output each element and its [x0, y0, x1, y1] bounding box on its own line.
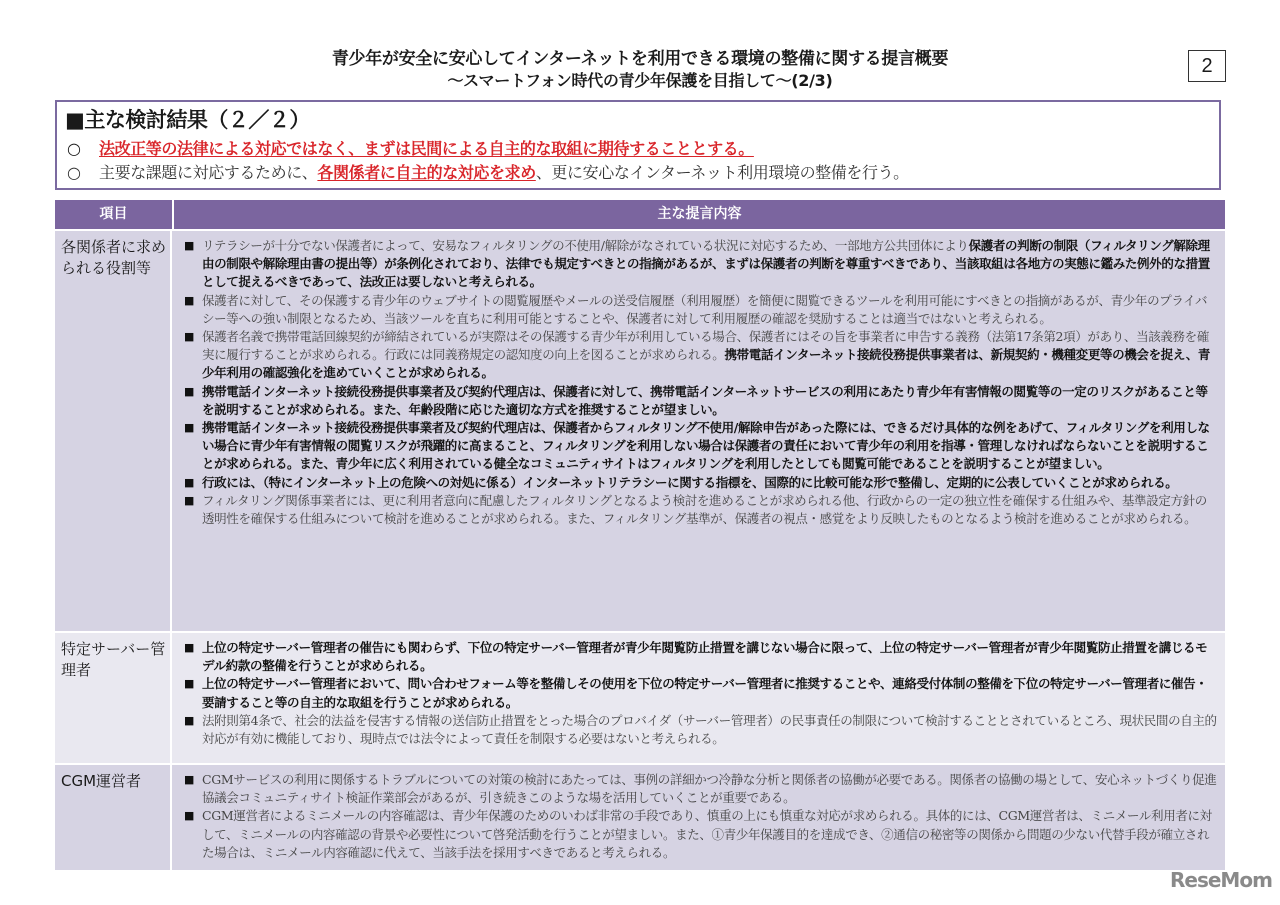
list-item: [184, 328, 1217, 383]
list-item: [184, 492, 1217, 528]
square-bullet-icon: ■: [184, 713, 195, 727]
row-content: [172, 633, 1225, 763]
bullet-text: [202, 771, 1217, 807]
summary-box: [55, 100, 1221, 190]
bullet-text: [202, 474, 1217, 492]
emphasized-text: 携帯電話インターネット接続役務提供事業者は、新規契約・機種変更等の機会を捉え、青少年利用の確認強化を進めていくことが求められる。: [202, 347, 1211, 381]
page-number: 2: [1188, 50, 1226, 82]
square-bullet-icon: ■: [184, 293, 195, 307]
list-item: [184, 712, 1217, 748]
square-bullet-icon: ■: [184, 330, 195, 344]
body-text: フィルタリング関係事業者には、更に利用者意向に配慮したフィルタリングとなるよう検討を進めることが求められる他、行政からの一定の独立性を確保する仕組みや、基準設定方針の透明性を確保する仕組みについて検討を進めることが求められる。また、フィルタリング基準が、保護者の視点・感覚をより反映したものとなるよう検討を進めることが求められる。: [202, 492, 1207, 527]
body-text: 保護者名義で携帯電話回線契約が締結されているが実際はその保護する青少年が利用している場合、保護者にはその旨を事業者に申告する義務（法第17条第2項）があり、当該義務を確実に履行することが求められる。行政には同義務規定の認知度の向上を図ることが求められる。: [202, 329, 1209, 363]
square-bullet-icon: ■: [184, 239, 195, 252]
summary-point-2-highlight: 各関係者に自主的な対応を求め: [317, 163, 536, 182]
body-text: リテラシーが十分でない保護者によって、安易なフィルタリングの不使用/解除がなされている状況に対応するため、一部地方公共団体により: [202, 238, 969, 253]
table-row: [55, 631, 1225, 763]
row-content: [172, 765, 1225, 870]
bullet-text: [202, 292, 1217, 328]
row-item-label: 各関係者に求められる役割等: [55, 231, 172, 631]
emphasized-text: 携帯電話インターネット接続役務提供事業者及び契約代理店は、保護者からフィルタリング不使用/解除申告があった際には、できるだけ具体的な例をあげて、フィルタリングを利用しない場合に青少年有害情報の閲覧リスクが飛躍的に高まること、フィルタリングを利用しない場合は保護者の責任において青少年の利用を指導・管理しなければならないことを説明することが求められる。また、青少年に広く利用されている健全なコミュニティサイトはフィルタリングを利用したとしても閲覧可能であることを説明することが望ましい。: [202, 420, 1210, 472]
summary-point-2: [67, 162, 909, 184]
square-bullet-icon: ■: [184, 493, 195, 507]
bullet-text: [202, 328, 1217, 383]
square-bullet-icon: ■: [184, 421, 195, 435]
emphasized-text: 行政には、（特にインターネット上の危険への対処に係る）インターネットリテラシーに関する指標を、国際的に比較可能な形で整備し、定期的に公表していくことが求められる。: [202, 474, 1178, 490]
emphasized-text: 保護者の判断の制限（フィルタリング解除理由の制限や解除理由書の提出等）が条例化されており、法律でも規定すべきとの指摘があるが、まずは保護者の判断を尊重すべきであり、当該取組は各地方の実態に鑑みた例外的な措置として捉えるべきであって、法改正は要しないと考えられる。: [202, 238, 1210, 290]
summary-point-2-post: 、更に安心なインターネット利用環境の整備を行う。: [535, 163, 909, 182]
table-row: [55, 763, 1225, 870]
proposals-table: [55, 200, 1225, 870]
list-item: [184, 771, 1217, 807]
body-text: CGMサービスの利用に関係するトラブルについての対策の検討にあたっては、事例の詳細かつ冷静な分析と関係者の協働が必要である。関係者の協働の場として、安心ネットづくり促進協議会コミュニティサイト検証作業部会があるが、引き続きこのような場を活用していくことが重要である。: [202, 772, 1217, 806]
bullet-text: [202, 492, 1217, 528]
list-item: [184, 419, 1217, 474]
title-subtitle: ～スマートフォン時代の青少年保護を目指して～(2/3): [447, 71, 833, 90]
bullet-text: [202, 712, 1217, 748]
emphasized-text: 携帯電話インターネット接続役務提供事業者及び契約代理店は、保護者に対して、携帯電話インターネットサービスの利用にあたり青少年有害情報の閲覧等の一定のリスクがあること等を説明することが求められる。また、年齢段階に応じた適切な方式を推奨することが望ましい。: [202, 383, 1208, 417]
square-bullet-icon: ■: [184, 641, 195, 654]
row-item-label: CGM運営者: [55, 765, 172, 870]
list-item: [184, 807, 1217, 862]
title-main: 青少年が安全に安心してインターネットを利用できる環境の整備に関する提言概要: [331, 49, 949, 69]
bullet-text: [202, 675, 1217, 711]
circle-bullet-icon: ○: [67, 139, 81, 158]
body-text: 法附則第4条で、社会的法益を侵害する情報の送信防止措置をとった場合のプロバイダ（サーバー管理者）の民事責任の制限について検討することとされているところ、現状民間の自主的対応が有効に機能しており、現時点では法令によって責任を制限する必要はないと考えられる。: [202, 712, 1217, 747]
bullet-text: [202, 383, 1217, 419]
resemom-logo: ReseMom: [1170, 868, 1272, 892]
list-item: [184, 639, 1217, 675]
square-bullet-icon: ■: [184, 475, 195, 489]
bullet-text: [202, 807, 1217, 862]
bullet-text: [202, 639, 1217, 675]
list-item: [184, 292, 1217, 328]
summary-point-1: [67, 138, 754, 160]
summary-heading: ■主な検討結果（２／２）: [65, 108, 310, 132]
square-bullet-icon: ■: [184, 384, 195, 398]
body-text: 保護者に対して、その保護する青少年のウェブサイトの閲覧履歴やメールの送受信履歴（利用履歴）を簡便に閲覧できるツールを利用可能にすべきとの指摘があるが、青少年のプライバシー等への強い制限となるため、当該ツールを直ちに利用可能とすることや、保護者に対して利用履歴の確認を奨励することは適当ではないと考えられる。: [202, 292, 1208, 326]
list-item: [184, 675, 1217, 711]
square-bullet-icon: ■: [184, 677, 195, 691]
list-item: [184, 474, 1217, 492]
table-row: [55, 229, 1225, 631]
table-body: [55, 229, 1225, 870]
row-content: [172, 231, 1225, 631]
row-item-label: 特定サーバー管理者: [55, 633, 172, 763]
square-bullet-icon: ■: [184, 773, 195, 786]
bullet-text: [202, 419, 1217, 474]
summary-point-1-text: 法改正等の法律による対応ではなく、まずは民間による自主的な取組に期待することとする。: [99, 139, 754, 158]
column-header-item: 項目: [55, 200, 174, 229]
list-item: [184, 237, 1217, 292]
list-item: [184, 383, 1217, 419]
emphasized-text: 上位の特定サーバー管理者の催告にも関わらず、下位の特定サーバー管理者が青少年閲覧防止措置を講じない場合に限って、上位の特定サーバー管理者が青少年閲覧防止措置を講じるモデル約款の整備を行うことが求められる。: [202, 640, 1208, 674]
summary-point-2-pre: 主要な課題に対応するために、: [99, 163, 318, 182]
document-title: [0, 48, 1280, 92]
body-text: CGM運営者によるミニメールの内容確認は、青少年保護のためのいわば非常の手段であり、慎重の上にも慎重な対応が求められる。具体的には、CGM運営者は、ミニメール利用者に対して、ミニメールの内容確認の背景や必要性について啓発活動を行うことが望ましい。また、①青少年保護目的を達成でき、②通信の秘密等の関係から問題の少ない代替手段が確立された場合は、ミニメール内容確認に代えて、当該手法を採用すべきであると考えられる。: [202, 808, 1212, 860]
column-header-content: 主な提言内容: [657, 206, 742, 222]
square-bullet-icon: ■: [184, 809, 195, 823]
bullet-text: [202, 237, 1217, 292]
emphasized-text: 上位の特定サーバー管理者において、問い合わせフォーム等を整備しその使用を下位の特定サーバー管理者に推奨することや、連絡受付体制の整備を下位の特定サーバー管理者に催告・要請すること等の自主的な取組を行うことが求められる。: [202, 676, 1208, 710]
circle-bullet-icon: ○: [67, 163, 81, 182]
table-header: [55, 200, 1225, 229]
